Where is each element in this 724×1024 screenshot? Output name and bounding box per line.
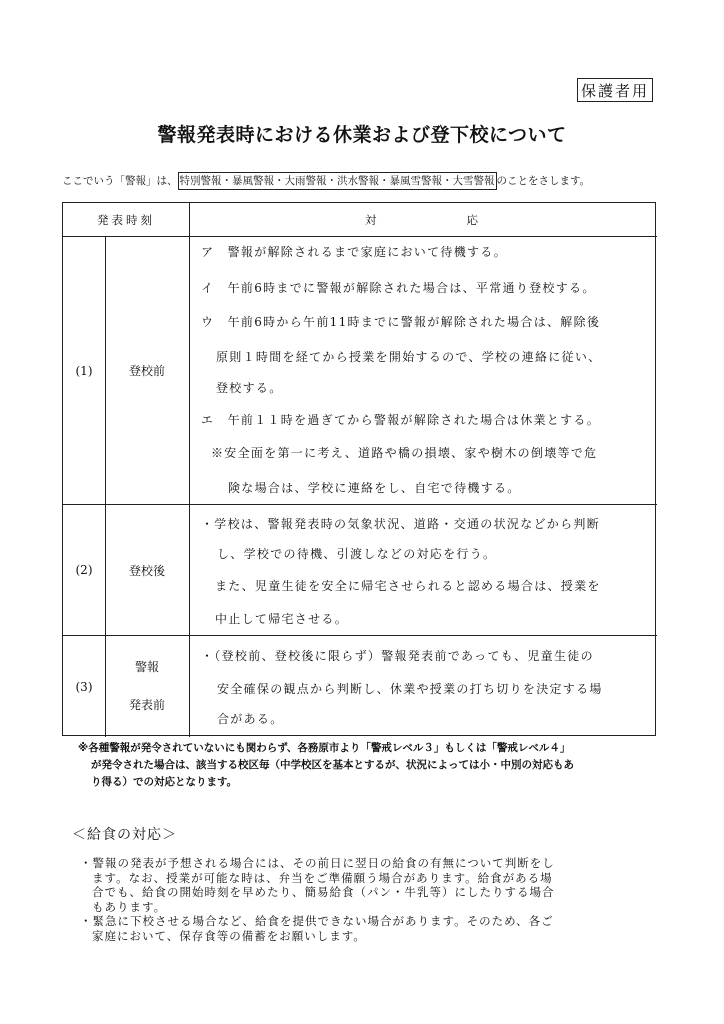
row2-label: 登校後: [128, 563, 165, 578]
row1-line: 原則１時間を経てから授業を開始するので、学校の連絡に従い、: [216, 350, 602, 364]
intro-text: [62, 170, 682, 192]
row1-line: 険な場合は、学校に連絡をし、自宅で待機する。: [228, 481, 521, 495]
lunch-line: 合でも、給食の開始時刻を早めたり、簡易給食（パン・牛乳等）にしたりする場合: [92, 885, 555, 899]
row3-line: ・（登校前、登校後に限らず）警報発表前であっても、児童生徒の: [201, 649, 594, 663]
page-title: 警報発表時における休業および登下校について: [157, 124, 567, 146]
header-time: 発表時刻: [97, 212, 155, 227]
row3-line: 安全確保の観点から判断し、休業や授業の打ち切りを決定する場: [217, 682, 603, 696]
header-response: 対 応: [365, 212, 481, 227]
warning-list-box: 特別警報・暴風警報・大雨警報・洪水警報・暴風雪警報・大雪警報: [178, 172, 497, 190]
lunch-line: ・警報の発表が予想される場合には、その前日に翌日の給食の有無について判断をし: [80, 856, 555, 870]
row3-number: (3): [75, 679, 93, 694]
lunch-line: 家庭において、保存食等の備蓄をお願いします。: [92, 928, 366, 943]
response-table: [62, 202, 656, 736]
note-line: が発令された場合は、該当する校区毎（中学校区を基本とするが、状況によっては小・中別の対応もあ: [91, 759, 574, 771]
lunch-text: [80, 856, 660, 943]
lunch-line: ・緊急に下校させる場合など、給食を提供できない場合があります。そのため、各ご: [80, 914, 554, 928]
row3-label-line1: 警報: [134, 659, 159, 674]
parent-badge: 保護者用: [577, 78, 653, 102]
intro-suffix: のことをさします。: [496, 175, 591, 187]
row1-line: ※安全面を第一に考え、道路や橋の損壊、家や樹木の倒壊等で危: [211, 446, 598, 460]
lunch-line: ます。なお、授業が可能な時は、弁当をご準備願う場合があります。給食がある場: [92, 870, 553, 885]
label-col-divider: [189, 203, 190, 737]
note-line: ※各種警報が発令されていないにも関わらず、各務原市より「警戒レベル３」もしくは「警戒レベル４」: [78, 742, 571, 754]
row3-line: 合がある。: [217, 712, 284, 726]
row3-label-line2: 発表前: [128, 697, 165, 712]
row1-line: エ 午前１１時を過ぎてから警報が解除された場合は休業とする。: [201, 413, 601, 427]
row1-line: ア 警報が解除されるまで家庭において待機する。: [201, 245, 507, 259]
row2-line: し、学校での待機、引渡しなどの対応を行う。: [217, 547, 497, 561]
row2-line: 中止して帰宅させる。: [215, 612, 349, 626]
intro-prefix: ここでいう「警報」は、: [62, 175, 178, 187]
row1-line: イ 午前6時までに警報が解除された場合は、平常通り登校する。: [201, 281, 596, 295]
row1-label: 登校前: [128, 364, 165, 378]
row1-line: ウ 午前6時から午前11時までに警報が解除された場合は、解除後: [201, 315, 601, 329]
lunch-heading: ＜給食の対応＞: [72, 827, 177, 843]
row2-line: また、児童生徒を安全に帰宅させられると認める場合は、授業を: [215, 579, 601, 593]
alert-level-note: [78, 740, 668, 791]
row1-number: (1): [75, 363, 93, 378]
row2-number: (2): [75, 563, 93, 577]
row1-line: 登校する。: [216, 381, 283, 395]
row2-divider: [63, 635, 657, 636]
row2-line: ・学校は、警報発表時の気象状況、道路・交通の状況などから判断: [201, 517, 601, 531]
note-line: り得る）での対応となります。: [91, 776, 238, 788]
lunch-line: もあります。: [92, 899, 167, 914]
